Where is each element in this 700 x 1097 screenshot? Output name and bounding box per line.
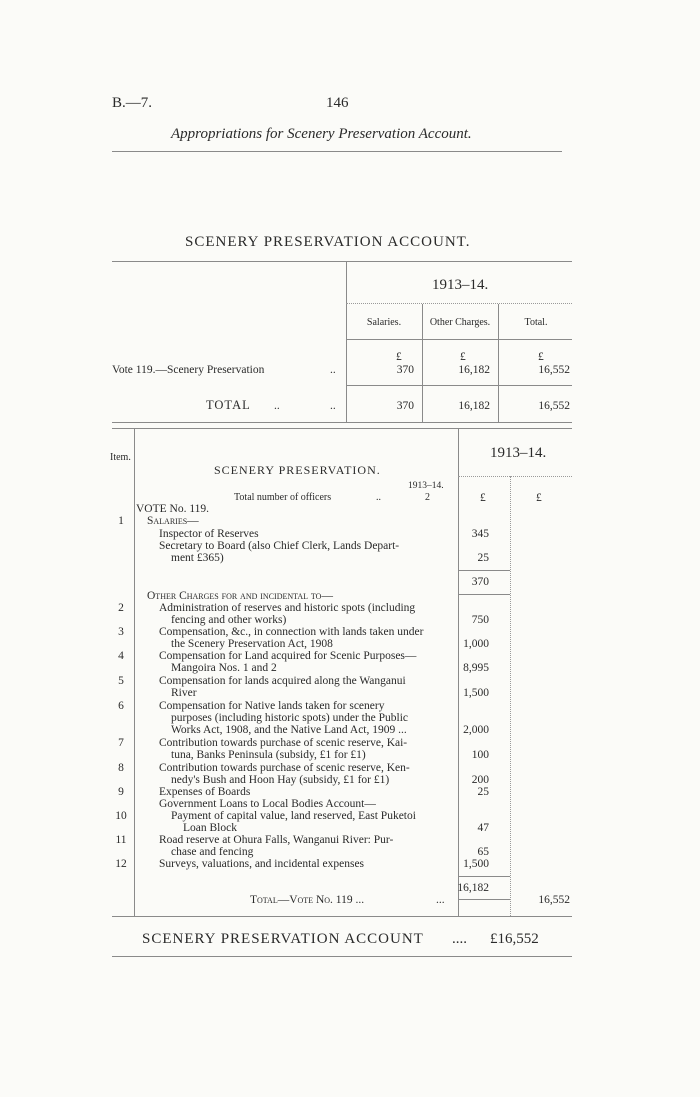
detail-total-label: Total—Vote No. 119 ...: [250, 894, 365, 906]
footer-amount: £16,552: [490, 931, 539, 947]
vote-number: VOTE No. 119.: [136, 503, 210, 515]
summary-col-total: Total.: [524, 317, 548, 328]
summary-year: 1913–14.: [432, 277, 489, 293]
vote-salaries: 370: [396, 364, 414, 376]
officers-label: Total number of officers: [234, 492, 332, 503]
summary-col-divider: [346, 262, 347, 422]
list-item: Compensation for Land acquired for Scenic Purposes—: [159, 650, 417, 662]
pound-sign: £: [460, 351, 466, 363]
list-item: Compensation for lands acquired along the Wanganui: [159, 675, 406, 687]
officers-count: 2: [425, 492, 430, 503]
summary-total-salaries: 370: [396, 400, 414, 412]
list-item: Compensation for Native lands taken for scenery: [159, 700, 385, 712]
page-reference: B.—7.: [112, 95, 153, 111]
footer-rule: [112, 956, 572, 957]
list-item: Expenses of Boards: [159, 786, 251, 798]
pound-sign: £: [396, 351, 402, 363]
summary-total-label: TOTAL: [206, 398, 251, 412]
other-charges-heading: Other Charges for and incidental to—: [147, 590, 333, 602]
detail-bottom-rule: [112, 916, 572, 917]
salaries-heading: Salaries—: [147, 515, 199, 527]
summary-col-other: Other Charges.: [429, 317, 491, 328]
page-number: 146: [326, 95, 349, 111]
salaries-subtotal: 370: [471, 576, 489, 588]
summary-col-salaries: Salaries.: [366, 317, 402, 328]
list-item: Road reserve at Ohura Falls, Wanganui River: Pur-: [159, 834, 394, 846]
list-item: Government Loans to Local Bodies Account—: [159, 798, 376, 810]
summary-total-other: 16,182: [458, 400, 490, 412]
summary-top-rule: [112, 261, 572, 262]
detail-year: 1913–14.: [490, 445, 547, 461]
running-title: Appropriations for Scenery Preservation Account.: [171, 126, 472, 142]
detail-top-rule: [112, 428, 572, 429]
vote-total: 16,552: [538, 364, 570, 376]
vote-other: 16,182: [458, 364, 490, 376]
other-charges-subtotal: 16,182: [457, 882, 489, 894]
summary-total-total: 16,552: [538, 400, 570, 412]
pound-sign: £: [538, 351, 544, 363]
list-item: Contribution towards purchase of scenic reserve, Kai-: [159, 737, 408, 749]
list-item: Inspector of Reserves: [159, 528, 259, 540]
vote-label: Vote 119.—Scenery Preservation: [112, 364, 265, 376]
detail-section-title: SCENERY PRESERVATION.: [214, 463, 381, 477]
list-item: Surveys, valuations, and incidental expenses: [159, 858, 365, 870]
item-column-header: Item.: [110, 452, 131, 463]
list-item: Compensation, &c., in connection with lands taken under: [159, 626, 424, 638]
footer-label: SCENERY PRESERVATION ACCOUNT: [142, 931, 424, 947]
list-item: Administration of reserves and historic spots (including: [159, 602, 416, 614]
list-item: Contribution towards purchase of scenic reserve, Ken-: [159, 762, 410, 774]
list-item: Secretary to Board (also Chief Clerk, Lands Depart-: [159, 540, 400, 552]
header-rule: [112, 151, 562, 152]
summary-title: SCENERY PRESERVATION ACCOUNT.: [185, 234, 471, 250]
summary-bottom-rule: [112, 422, 572, 423]
detail-total-value: 16,552: [538, 894, 570, 906]
